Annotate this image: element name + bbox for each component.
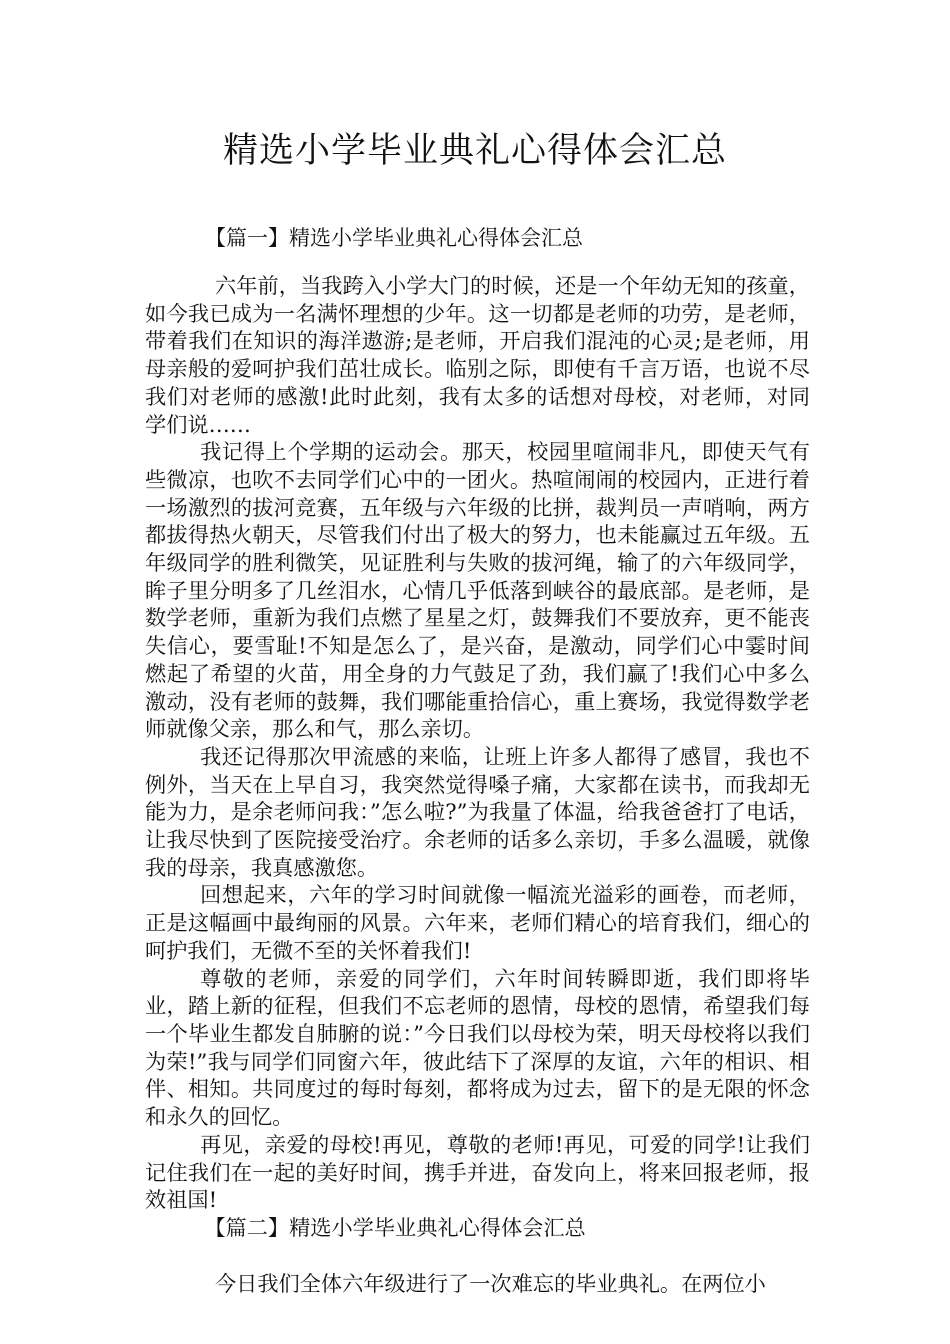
paragraph-1: 六年前，当我跨入小学大门的时候，还是一个年幼无知的孩童，如今我已成为一名满怀理想的少年。这一切都是老师的功劳，是老师，带着我们在知识的海洋遨游;是老师，开启我们混沌的心灵;是老师，用母亲般的爱呵护我们茁壮成长。临别之际，即使有千言万语，也说不尽我们对老师的感激!此时此刻，我有太多的话想对母校，对老师，对同学们说…… <box>145 273 810 437</box>
section-2-first-paragraph: 今日我们全体六年级进行了一次难忘的毕业典礼。在两位小 <box>214 1270 766 1296</box>
section-heading-2: 【篇二】精选小学毕业典礼心得体会汇总 <box>204 1214 586 1240</box>
document-title: 精选小学毕业典礼心得体会汇总 <box>222 131 727 171</box>
spacer <box>145 1242 810 1270</box>
section-heading-1: 【篇一】精选小学毕业典礼心得体会汇总 <box>205 226 583 250</box>
paragraph-5: 尊敬的老师，亲爱的同学们，六年时间转瞬即逝，我们即将毕业，踏上新的征程，但我们不忘老师的恩情，母校的恩情，希望我们每一个毕业生都发自肺腑的说：”今日我们以母校为荣，明天母校将以我们为荣!”我与同学们同窗六年，彼此结下了深厚的友谊，六年的相识、相伴、相知。共同度过的每时每刻，都将成为过去，留下的是无限的怀念和永久的回忆。 <box>145 965 810 1130</box>
paragraph-3: 我还记得那次甲流感的来临，让班上许多人都得了感冒，我也不例外，当天在上早自习，我突然觉得嗓子痛，大家都在读书，而我却无能为力，是余老师问我：”怎么啦?”为我量了体温，给我爸爸打了电话，让我尽快到了医院接受治疗。余老师的话多么亲切，手多么温暖，就像我的母亲，我真感激您。 <box>145 743 810 880</box>
document-body <box>145 272 810 1297</box>
paragraph-2: 我记得上个学期的运动会。那天，校园里喧闹非凡，即使天气有些微凉，也吹不去同学们心中的一团火。热喧闹闹的校园内，正进行着一场激烈的拔河竞赛，五年级与六年级的比拼，裁判员一声哨响，两方都拔得热火朝天，尽管我们付出了极大的努力，也未能赢过五年级。五年级同学的胜利微笑，见证胜利与失败的拔河绳，输了的六年级同学，眸子里分明多了几丝泪水，心情几乎低落到峡谷的最底部。是老师，是数学老师，重新为我们点燃了星星之灯，鼓舞我们不要放弃，更不能丧失信心，要雪耻!不知是怎么了，是兴奋，是激动，同学们心中霎时间燃起了希望的火苗，用全身的力气鼓足了劲，我们赢了!我们心中多么激动，没有老师的鼓舞，我们哪能重拾信心，重上赛场，我觉得数学老师就像父亲，那么和气，那么亲切。 <box>145 439 810 742</box>
paragraph-6: 再见，亲爱的母校!再见，尊敬的老师!再见，可爱的同学!让我们记住我们在一起的美好时间，携手并进，奋发向上，将来回报老师，报效祖国! <box>145 1131 810 1213</box>
paragraph-4: 回想起来，六年的学习时间就像一幅流光溢彩的画卷，而老师，正是这幅画中最绚丽的风景。六年来，老师们精心的培育我们，细心的呵护我们，无微不至的关怀着我们! <box>145 882 810 963</box>
